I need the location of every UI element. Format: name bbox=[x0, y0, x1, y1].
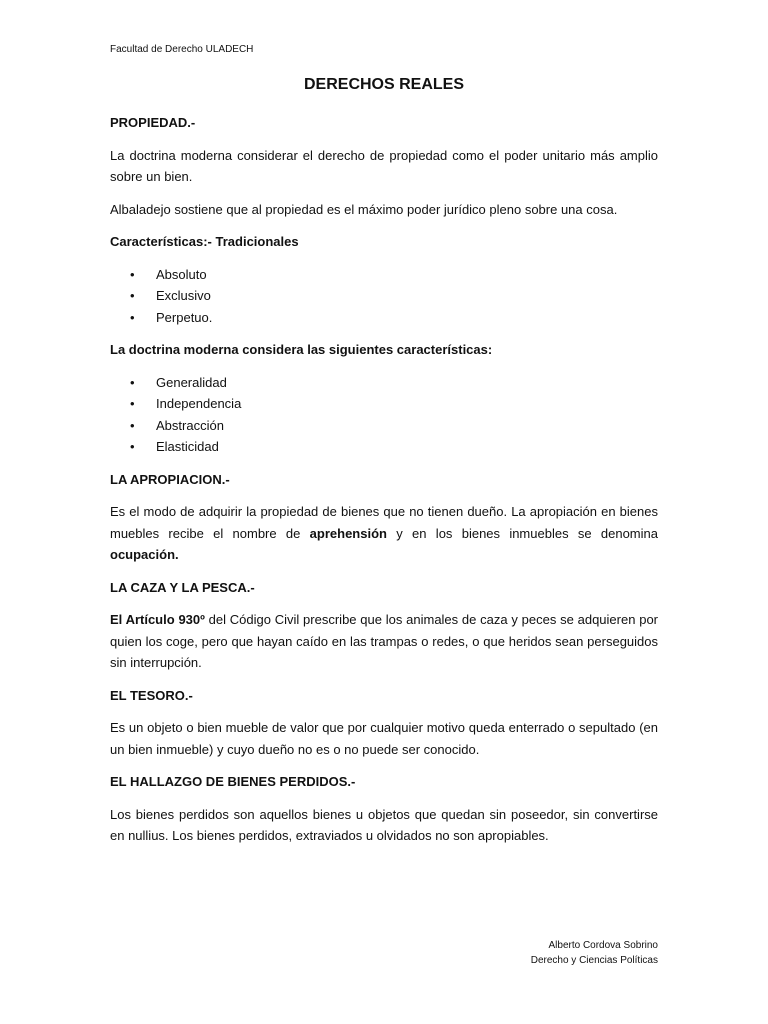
section-heading-tesoro: EL TESORO.- bbox=[110, 687, 193, 703]
footer-program: Derecho y Ciencias Políticas bbox=[530, 955, 658, 966]
bullet-list-modernas bbox=[110, 372, 658, 458]
list-item bbox=[110, 436, 658, 458]
section-heading-hallazgo: EL HALLAZGO DE BIENES PERDIDOS.- bbox=[110, 774, 356, 789]
list-item bbox=[110, 285, 658, 307]
list-item-label: Independencia bbox=[156, 396, 242, 411]
text-run: del Código Civil prescribe que los animales de caza y peces se adquieren por quien los coge, pero que hayan caído en las trampas o redes, o que heridos sean perseguidos sin interrupción. bbox=[110, 612, 658, 670]
bold-term: ocupación. bbox=[110, 547, 179, 562]
document-body bbox=[110, 112, 658, 858]
list-item-label: Absoluto bbox=[156, 266, 207, 282]
section-heading-caza: LA CAZA Y LA PESCA.- bbox=[110, 579, 255, 595]
paragraph-caza bbox=[110, 609, 658, 674]
section-heading-apropiacion: LA APROPIACION.- bbox=[110, 471, 230, 487]
page-footer bbox=[531, 938, 658, 968]
paragraph: Albaladejo sostiene que al propiedad es el máximo poder jurídico pleno sobre una cosa. bbox=[110, 201, 618, 217]
bullet-icon: • bbox=[130, 309, 135, 325]
subheading-tradicionales: Características:- Tradicionales bbox=[110, 234, 299, 249]
bullet-icon: • bbox=[130, 396, 135, 411]
list-item-label: Generalidad bbox=[156, 374, 227, 390]
list-item bbox=[110, 393, 658, 415]
list-item bbox=[110, 372, 658, 394]
paragraph: La doctrina moderna considerar el derecho de propiedad como el poder unitario más amplio sobre un bien. bbox=[110, 147, 658, 184]
bullet-icon: • bbox=[130, 417, 135, 433]
paragraph-apropiacion bbox=[110, 501, 658, 566]
bullet-icon: • bbox=[130, 266, 135, 282]
paragraph-hallazgo: Los bienes perdidos son aquellos bienes u objetos que quedan sin poseedor, sin convertirse en nullius. Los bienes perdidos, extraviados u olvidados no son apropiables. bbox=[110, 806, 658, 843]
list-item-label: Perpetuo. bbox=[156, 309, 213, 325]
subheading-modernas: La doctrina moderna considera las siguientes características: bbox=[110, 342, 493, 357]
footer-author: Alberto Cordova Sobrino bbox=[548, 940, 658, 951]
bullet-icon: • bbox=[130, 439, 135, 454]
list-item bbox=[110, 307, 658, 329]
document-title: DERECHOS REALES bbox=[303, 76, 465, 93]
list-item-label: Exclusivo bbox=[156, 288, 211, 303]
bullet-icon: • bbox=[130, 374, 135, 390]
bold-term: El Artículo 930º bbox=[110, 612, 205, 627]
list-item-label: Abstracción bbox=[156, 417, 224, 433]
bold-term: aprehensión bbox=[309, 525, 387, 541]
paragraph-tesoro: Es un objeto o bien mueble de valor que por cualquier motivo queda enterrado o sepultado (en un bien inmueble) y cuyo dueño no es o no puede ser conocido. bbox=[110, 720, 658, 757]
text-run: Es el modo de adquirir la propiedad de bienes que no tienen dueño. La apropiación en bienes muebles recibe el nombre de bbox=[110, 504, 658, 541]
page-header: Facultad de Derecho ULADECH bbox=[110, 44, 254, 55]
list-item bbox=[110, 415, 658, 437]
list-item-label: Elasticidad bbox=[156, 439, 219, 454]
list-item bbox=[110, 264, 658, 286]
bullet-icon: • bbox=[130, 288, 135, 303]
section-heading-propiedad: PROPIEDAD.- bbox=[110, 115, 196, 130]
bullet-list-tradicionales bbox=[110, 264, 658, 329]
text-run: y en los bienes inmuebles se denomina bbox=[386, 525, 658, 541]
